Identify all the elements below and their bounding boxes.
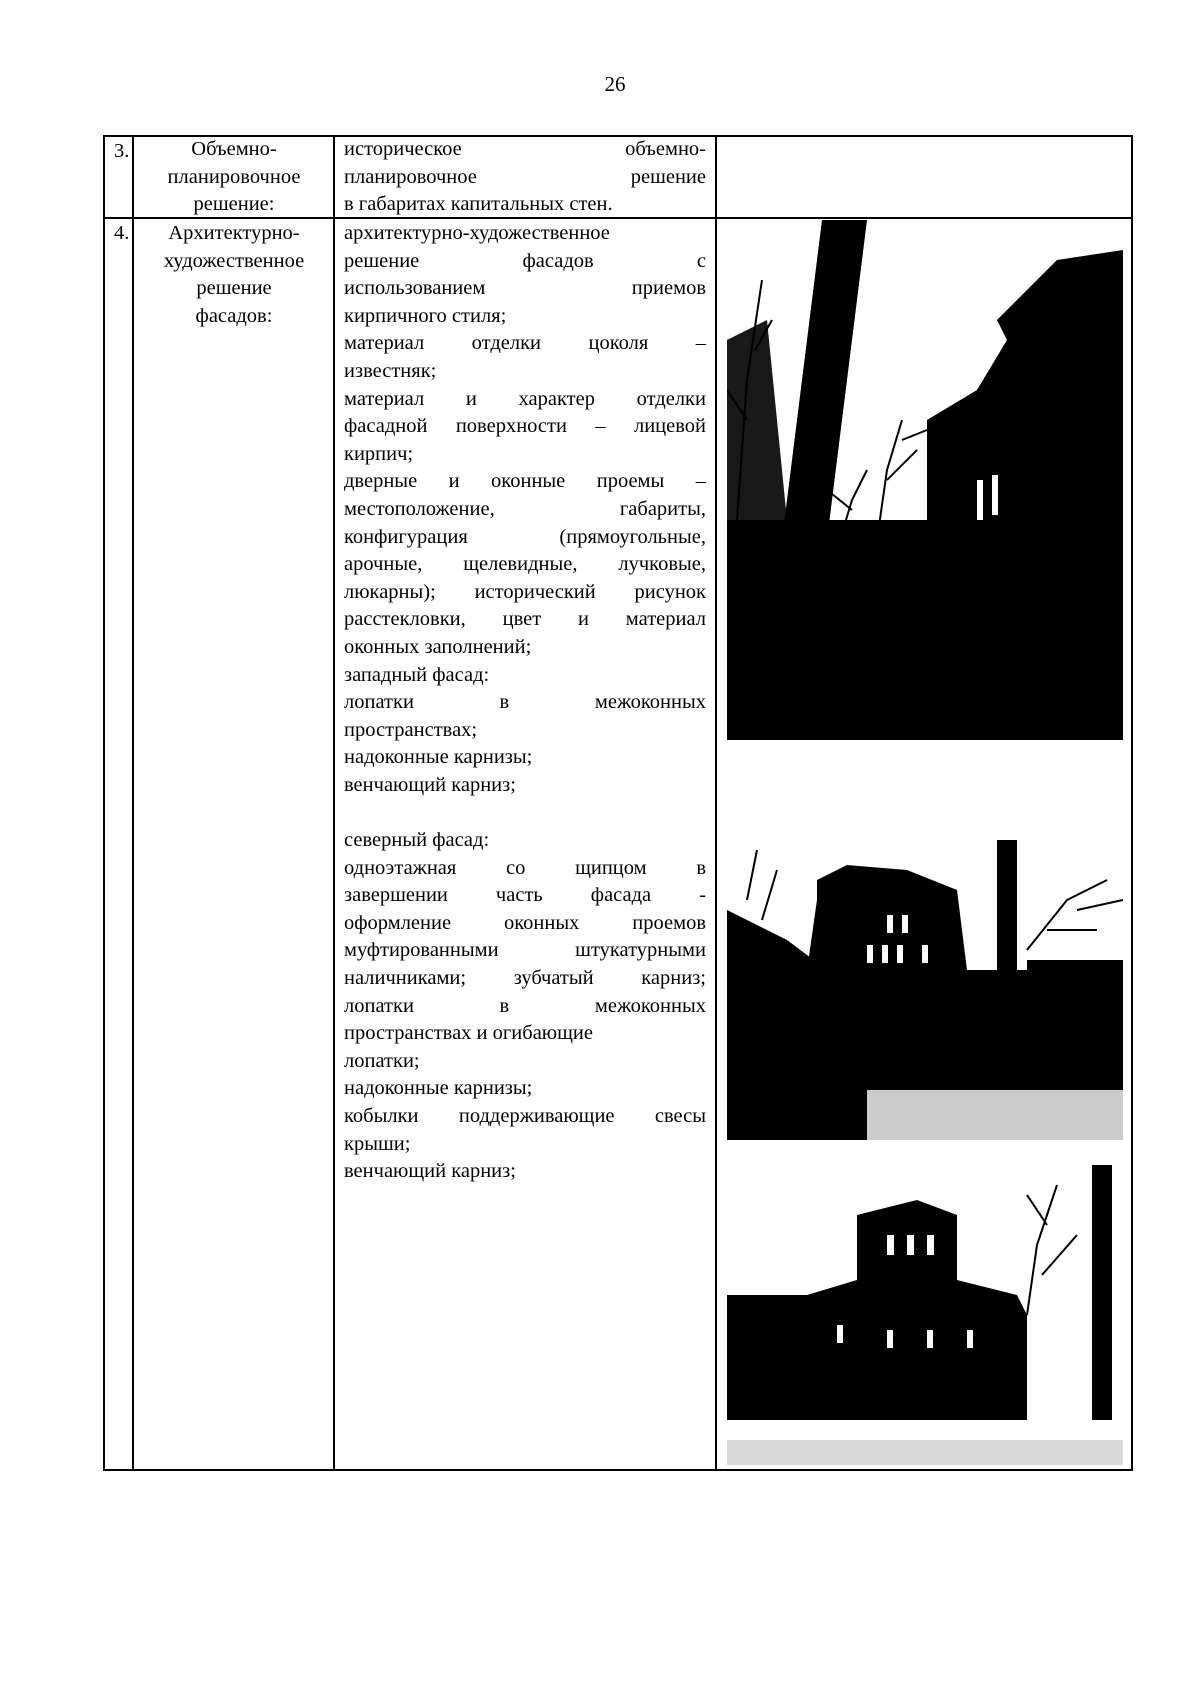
description-line: архитектурно-художественное	[344, 222, 610, 244]
description-line: материал отделки цоколя –	[344, 332, 706, 355]
description-line: оконных заполнений;	[344, 635, 532, 658]
description-line: венчающий карниз;	[344, 1160, 516, 1183]
row-3-name	[136, 136, 332, 219]
description-line: северный фасад:	[344, 829, 490, 852]
description-line: кирпич;	[344, 442, 414, 465]
description-line: расстекловки, цвет и материал	[344, 608, 706, 631]
row-4-name-line: художественное	[163, 249, 305, 272]
row-4-number: 4.	[114, 222, 130, 244]
row-4-name-line: решение	[196, 277, 272, 300]
row-3-name-line: Объемно-	[191, 138, 277, 160]
description-line: материал и характер отделки	[344, 387, 706, 410]
photo-building-general-view	[727, 1165, 1123, 1465]
description-line: историческое объемно-	[344, 138, 706, 160]
description-line: завершении часть фасада -	[344, 884, 706, 907]
description-line: кобылки поддерживающие свесы	[344, 1105, 706, 1127]
description-line: надоконные карнизы;	[344, 746, 533, 769]
row-4-description	[344, 220, 706, 1186]
description-line: пространствах и огибающие	[344, 1022, 593, 1045]
description-line: фасадной поверхности – лицевой	[344, 415, 706, 438]
row-4-name-line: фасадов:	[195, 304, 273, 327]
description-line: конфигурация (прямоугольные,	[344, 525, 706, 548]
description-line: венчающий карниз;	[344, 773, 516, 796]
description-line: наличниками; зубчатый карниз;	[344, 967, 706, 990]
description-line: люкарны); исторический рисунок	[344, 580, 706, 603]
description-line: в габаритах капитальных стен.	[344, 193, 613, 216]
description-line: надоконные карнизы;	[344, 1077, 533, 1100]
row-3-number: 3.	[114, 140, 130, 162]
description-line: кирпичного стиля;	[344, 304, 507, 327]
photo-north-facade	[727, 840, 1123, 1140]
description-line: лопатки в межоконных	[344, 691, 706, 714]
photo-west-facade	[727, 220, 1123, 740]
row-4-name-line: Архитектурно-	[168, 222, 300, 244]
description-line: лопатки в межоконных	[344, 994, 706, 1017]
description-line: использованием приемов	[344, 277, 706, 300]
description-line: муфтированными штукатурными	[344, 939, 706, 962]
description-line: известняк;	[344, 359, 437, 382]
spacer-line	[344, 799, 706, 827]
row-4-name	[136, 220, 332, 330]
page-number: 26	[604, 72, 626, 96]
row-3-name-line: решение:	[193, 193, 275, 216]
row-3-name-line: планировочное	[167, 165, 301, 188]
description-line: пространствах;	[344, 718, 478, 741]
description-line: западный фасад:	[344, 663, 490, 686]
description-line: оформление оконных проемов	[344, 911, 706, 934]
description-line: решение фасадов с	[344, 249, 706, 272]
description-line: планировочное решение	[344, 165, 706, 188]
description-line: одноэтажная со щипцом в	[344, 856, 706, 879]
description-line: местоположение, габариты,	[344, 497, 706, 520]
description-line: арочные, щелевидные, лучковые,	[344, 553, 706, 576]
description-line: лопатки;	[344, 1049, 420, 1072]
description-line: дверные и оконные проемы –	[344, 470, 706, 493]
row-3-description	[344, 136, 706, 219]
description-line: крыши;	[344, 1132, 411, 1155]
